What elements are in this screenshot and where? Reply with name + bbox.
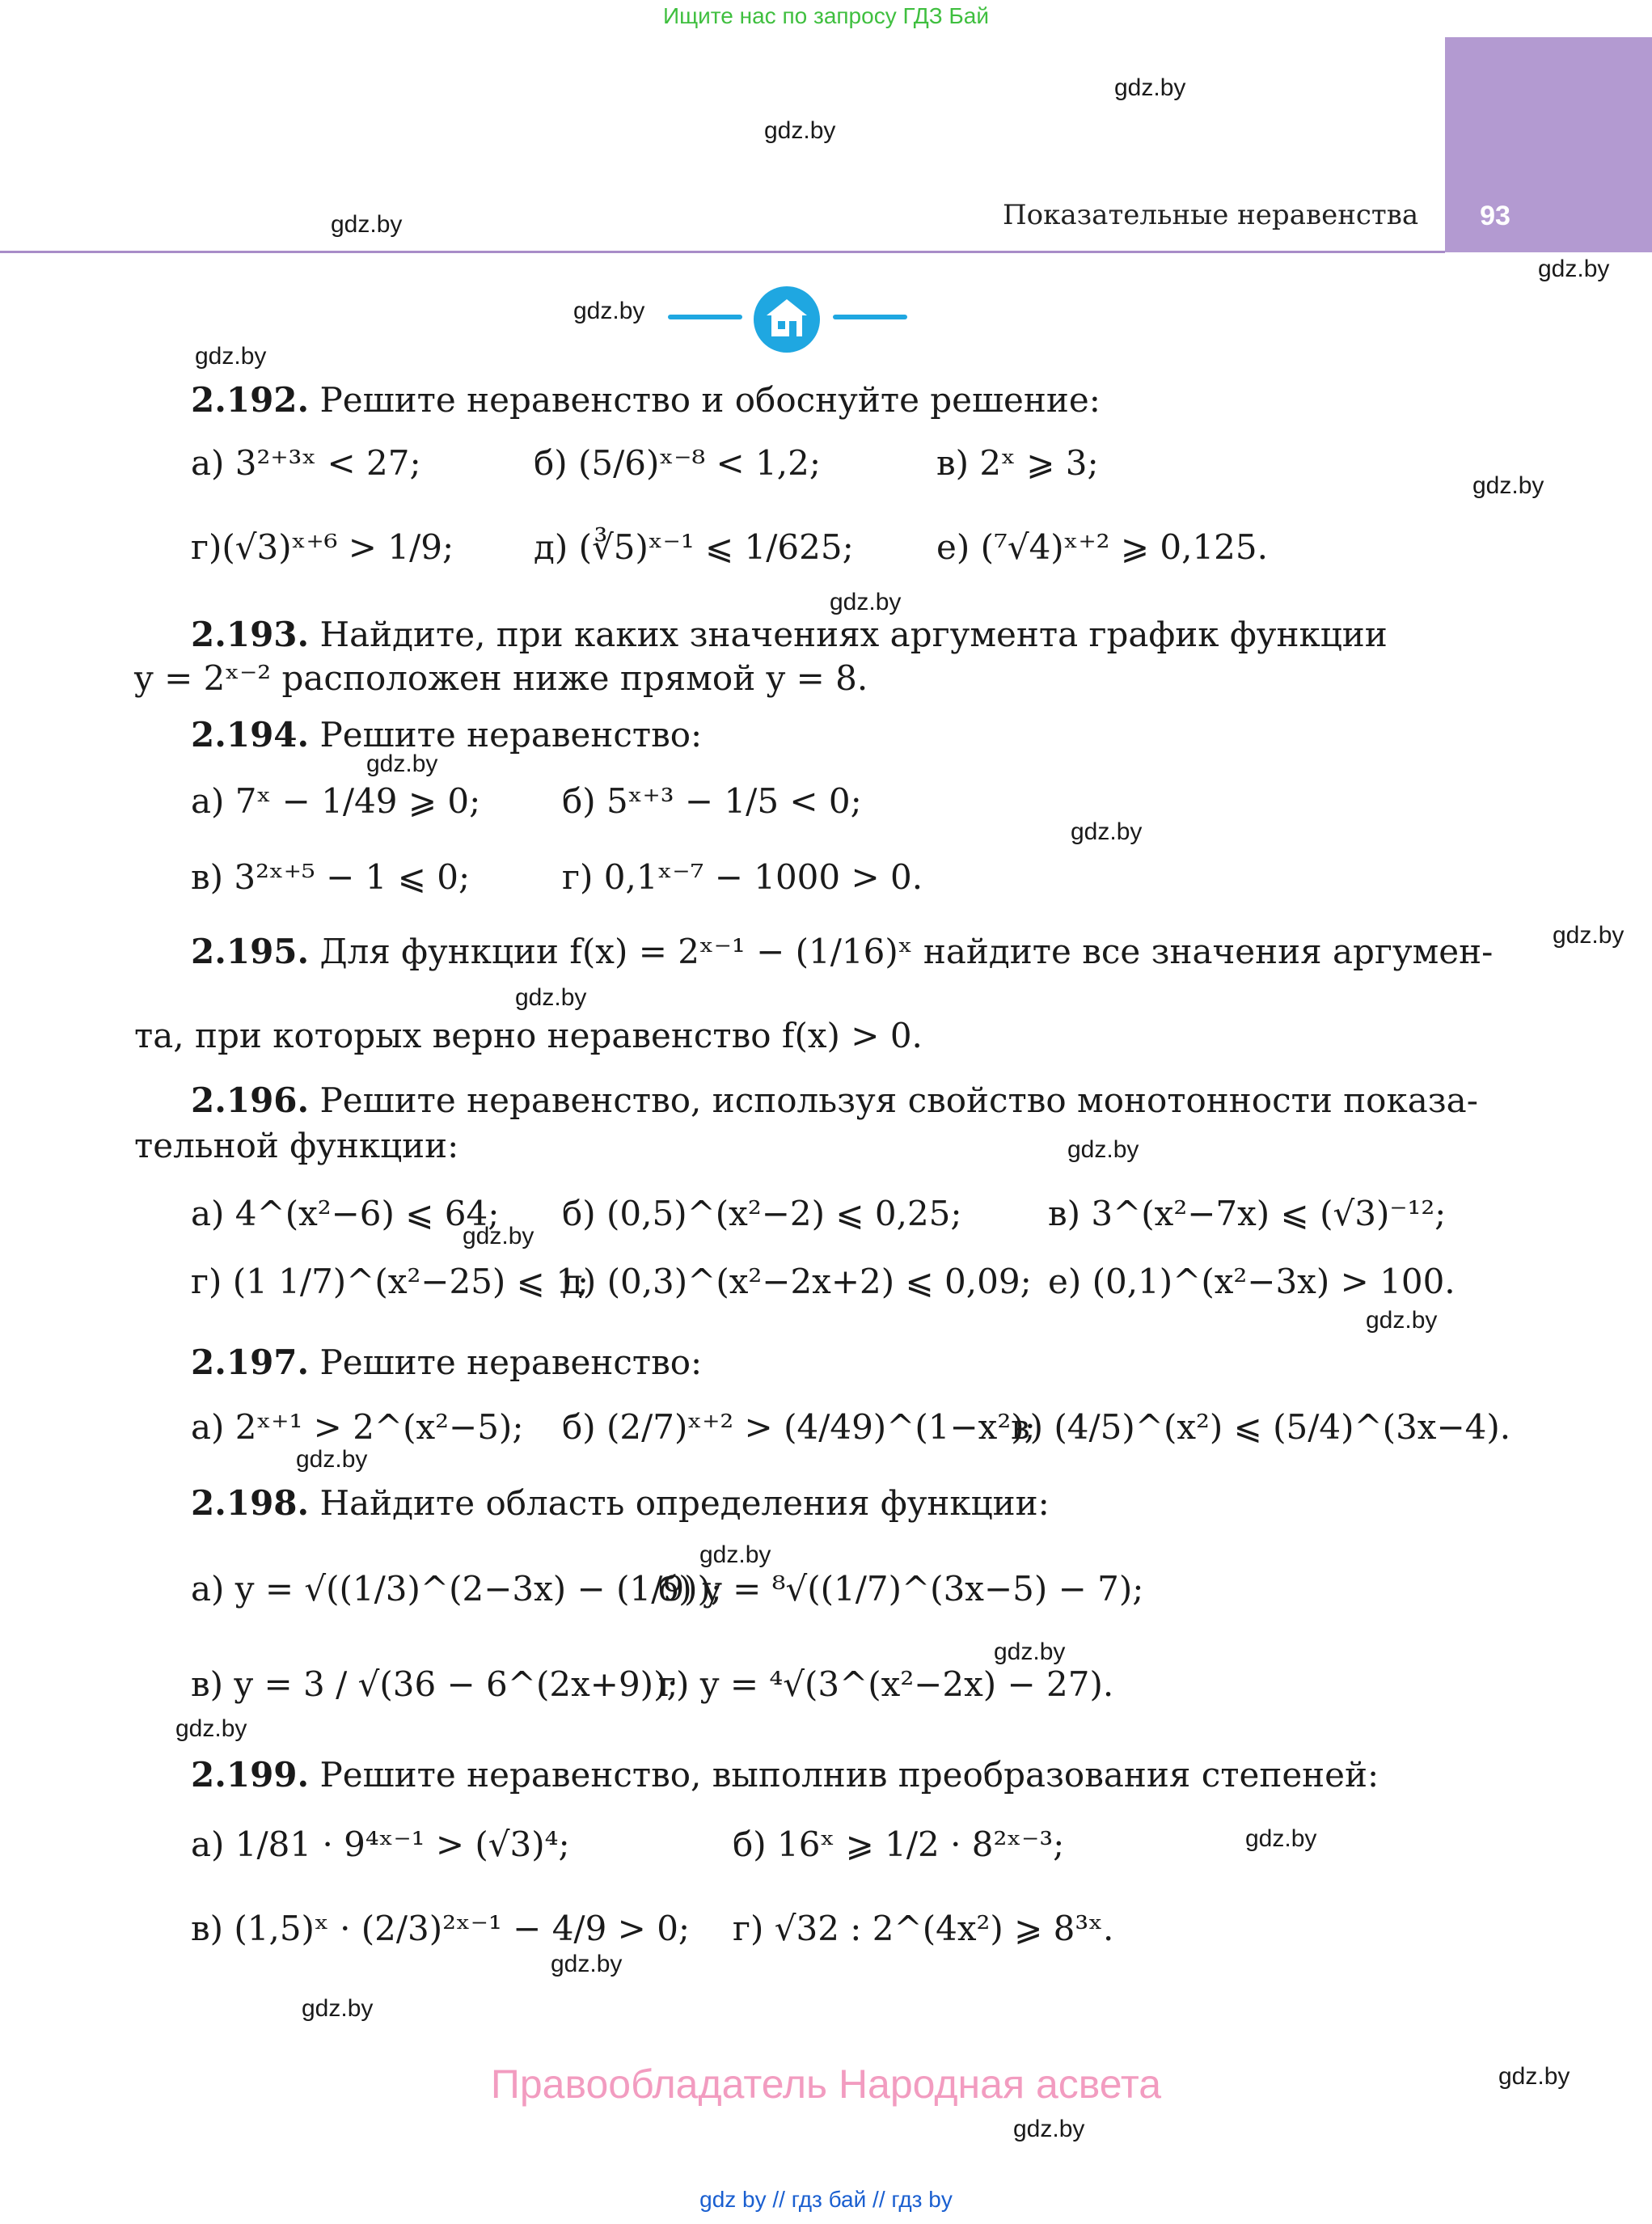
watermark: gdz.by (830, 589, 902, 615)
problem-item: б) (5/6)ˣ⁻⁸ < 1,2; (534, 443, 822, 483)
watermark: gdz.by (1067, 1136, 1139, 1163)
watermark: gdz.by (1538, 256, 1610, 282)
home-divider-right (833, 315, 907, 319)
problem-item: б) (0,5)^(x²−2) ⩽ 0,25; (562, 1194, 962, 1233)
problem-2-197-heading: 2.197. Решите неравенство: (191, 1342, 703, 1382)
watermark: gdz.by (1071, 818, 1143, 845)
problem-item: д) (0,3)^(x²−2x+2) ⩽ 0,09; (562, 1262, 1032, 1301)
problem-item: в) 3²ˣ⁺⁵ − 1 ⩽ 0; (191, 857, 471, 897)
problem-item: б) (2/7)ˣ⁺² > (4/49)^(1−x²); (562, 1407, 1036, 1447)
problem-2-193-line-1: 2.193. Найдите, при каких значениях аргумента график функции (191, 615, 1388, 654)
problem-item: в) (4/5)^(x²) ⩽ (5/4)^(3x−4). (1011, 1407, 1511, 1447)
running-title: Показательные неравенства (1003, 199, 1419, 231)
problem-item: е) (⁷√4)ˣ⁺² ⩾ 0,125. (936, 527, 1268, 567)
problem-item: в) y = 3 / √(36 − 6^(2x+9)); (191, 1664, 678, 1704)
watermark: gdz.by (1366, 1307, 1438, 1334)
top-banner[interactable]: Ищите нас по запросу ГДЗ Бай (662, 3, 990, 28)
watermark: gdz.by (994, 1638, 1066, 1665)
problem-2-194-heading: 2.194. Решите неравенство: (191, 715, 703, 755)
problem-item: а) 3²⁺³ˣ < 27; (191, 443, 421, 483)
watermark: gdz.by (302, 1995, 374, 2022)
problem-2-192-heading: 2.192. Решите неравенство и обоснуйте решение: (191, 380, 1101, 420)
problem-2-195-line-2: та, при которых верно неравенство f(x) > 0. (134, 1016, 923, 1055)
problem-item: в) (1,5)ˣ · (2/3)²ˣ⁻¹ − 4/9 > 0; (191, 1909, 691, 1948)
problem-item: а) 1/81 · 9⁴ˣ⁻¹ > (√3)⁴; (191, 1824, 570, 1864)
watermark: gdz.by (175, 1715, 247, 1742)
watermark: gdz.by (515, 984, 587, 1011)
watermark: gdz.by (573, 298, 645, 324)
watermark: gdz.by (699, 1541, 771, 1568)
problem-item: г)(√3)ˣ⁺⁶ > 1/9; (191, 527, 454, 567)
problem-2-199-heading: 2.199. Решите неравенство, выполнив преобразования степеней: (191, 1755, 1379, 1795)
problem-item: г) √32 : 2^(4x²) ⩾ 8³ˣ. (733, 1909, 1114, 1948)
watermark: gdz.by (195, 343, 267, 370)
watermark: gdz.by (1013, 2116, 1085, 2142)
problem-item: а) 7ˣ − 1/49 ⩾ 0; (191, 781, 481, 821)
problem-item: а) y = √((1/3)^(2−3x) − (1/9)); (191, 1569, 722, 1609)
header-rule (0, 251, 1445, 253)
page-number: 93 (1480, 201, 1510, 231)
problem-item: а) 2ˣ⁺¹ > 2^(x²−5); (191, 1407, 524, 1447)
problem-2-196-line-2: тельной функции: (134, 1126, 459, 1165)
watermark: gdz.by (366, 750, 438, 777)
watermark: gdz.by (331, 211, 403, 238)
problem-item: б) 5ˣ⁺³ − 1/5 < 0; (562, 781, 862, 821)
problem-2-198-heading: 2.198. Найдите область определения функции: (191, 1483, 1050, 1523)
watermark: gdz.by (463, 1223, 534, 1249)
copyright-notice: Правообладатель Народная асвета (490, 2061, 1162, 2107)
problem-item: б) 16ˣ ⩾ 1/2 · 8²ˣ⁻³; (733, 1824, 1065, 1864)
problem-item: е) (0,1)^(x²−3x) > 100. (1048, 1262, 1456, 1301)
watermark: gdz.by (1553, 922, 1625, 949)
watermark: gdz.by (1114, 74, 1186, 101)
watermark: gdz.by (1498, 2063, 1570, 2090)
watermark: gdz.by (296, 1446, 368, 1473)
watermark: gdz.by (764, 117, 836, 144)
footer-links[interactable]: gdz by // гдз бай // гдз by (699, 2187, 953, 2212)
problem-2-196-line-1: 2.196. Решите неравенство, используя свойство монотонности показа- (191, 1080, 1478, 1120)
home-divider-left (668, 315, 742, 319)
watermark: gdz.by (1472, 472, 1544, 499)
problem-2-195-line-1: 2.195. Для функции f(x) = 2ˣ⁻¹ − (1/16)ˣ найдите все значения аргумен- (191, 932, 1494, 971)
problem-item: г) 0,1ˣ⁻⁷ − 1000 > 0. (562, 857, 923, 897)
watermark: gdz.by (551, 1951, 623, 1977)
problem-item: а) 4^(x²−6) ⩽ 64; (191, 1194, 500, 1233)
problem-item: г) (1 1/7)^(x²−25) ⩽ 1; (191, 1262, 589, 1301)
problem-item: д) (∛5)ˣ⁻¹ ⩽ 1/625; (534, 527, 854, 567)
problem-2-193-line-2: y = 2ˣ⁻² расположен ниже прямой y = 8. (134, 658, 868, 698)
home-icon[interactable] (754, 286, 820, 353)
watermark: gdz.by (1245, 1825, 1317, 1852)
problem-item: в) 2ˣ ⩾ 3; (936, 443, 1099, 483)
problem-item: б) y = ⁸√((1/7)^(3x−5) − 7); (658, 1569, 1144, 1609)
problem-item: в) 3^(x²−7x) ⩽ (√3)⁻¹²; (1048, 1194, 1447, 1233)
problem-item: г) y = ⁴√(3^(x²−2x) − 27). (658, 1664, 1114, 1704)
